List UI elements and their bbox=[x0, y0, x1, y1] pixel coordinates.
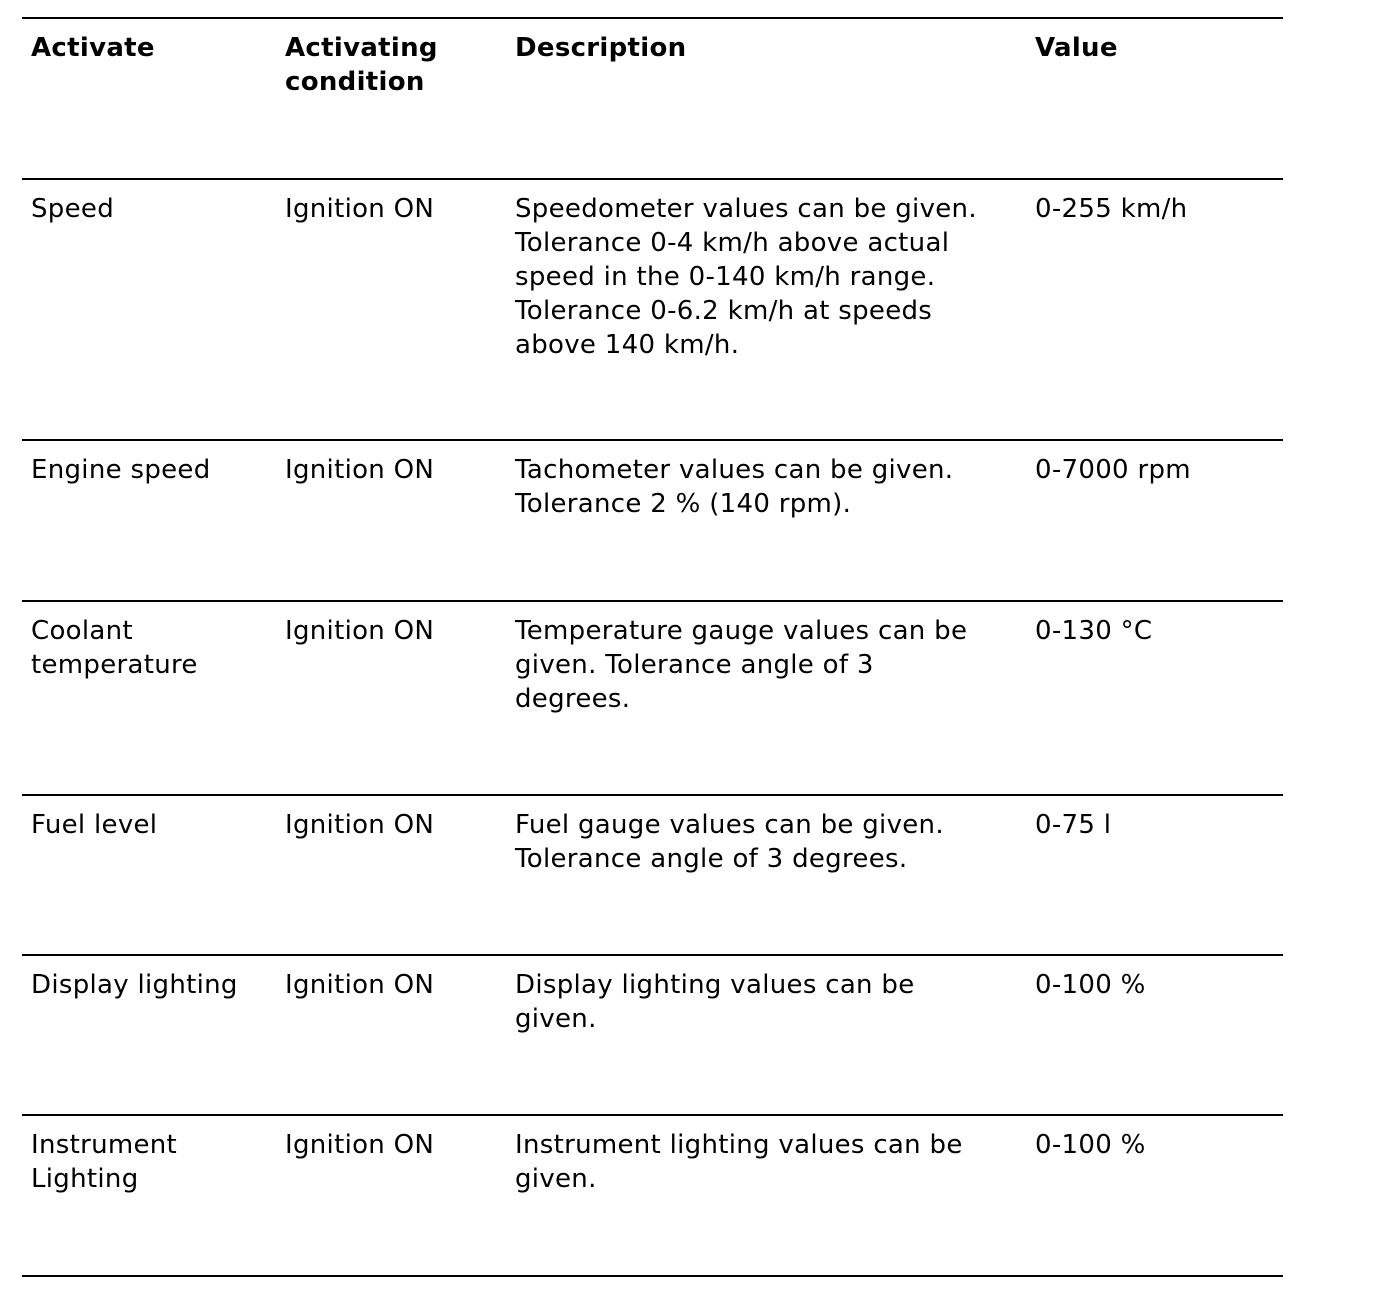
table-row bbox=[22, 796, 1283, 956]
cell-value: 0-100 % bbox=[1035, 970, 1146, 1000]
cell-description: Fuel gauge values can be given. Tolerance angle of 3 degrees. bbox=[515, 810, 944, 874]
cell-condition: Ignition ON bbox=[285, 194, 435, 224]
cell-condition: Ignition ON bbox=[285, 616, 435, 646]
cell-description: Speedometer values can be given. Tolerance 0-4 km/h above actual speed in the 0-140 km/h range. Tolerance 0-6.2 km/h at speeds above 140 km/h. bbox=[515, 194, 977, 360]
table-row bbox=[22, 441, 1283, 602]
cell-value: 0-130 °C bbox=[1035, 616, 1153, 646]
cell-value: 0-75 l bbox=[1035, 810, 1112, 840]
activation-table bbox=[22, 17, 1283, 1277]
cell-description: Instrument lighting values can be given. bbox=[515, 1130, 963, 1194]
table-row bbox=[22, 956, 1283, 1116]
cell-condition: Ignition ON bbox=[285, 1130, 435, 1160]
cell-value: 0-100 % bbox=[1035, 1130, 1146, 1160]
cell-activate: Coolant temperature bbox=[31, 616, 198, 680]
cell-activate: Fuel level bbox=[31, 810, 158, 840]
cell-condition: Ignition ON bbox=[285, 970, 435, 1000]
cell-activate: Display lighting bbox=[31, 970, 238, 1000]
cell-description: Display lighting values can be given. bbox=[515, 970, 915, 1034]
cell-activate: Instrument Lighting bbox=[31, 1130, 178, 1194]
table-row bbox=[22, 602, 1283, 796]
header-description: Description bbox=[515, 33, 687, 63]
table-header-row bbox=[22, 19, 1283, 180]
header-activating-condition: Activating condition bbox=[285, 33, 438, 97]
cell-description: Temperature gauge values can be given. Tolerance angle of 3 degrees. bbox=[515, 616, 968, 714]
cell-value: 0-255 km/h bbox=[1035, 194, 1188, 224]
cell-activate: Engine speed bbox=[31, 455, 211, 485]
cell-condition: Ignition ON bbox=[285, 810, 435, 840]
table-row bbox=[22, 180, 1283, 441]
cell-description: Tachometer values can be given. Tolerance 2 % (140 rpm). bbox=[515, 455, 954, 519]
cell-value: 0-7000 rpm bbox=[1035, 455, 1191, 485]
table-row bbox=[22, 1116, 1283, 1277]
header-activate: Activate bbox=[31, 33, 155, 63]
header-value: Value bbox=[1035, 33, 1118, 63]
cell-condition: Ignition ON bbox=[285, 455, 435, 485]
cell-activate: Speed bbox=[31, 194, 115, 224]
